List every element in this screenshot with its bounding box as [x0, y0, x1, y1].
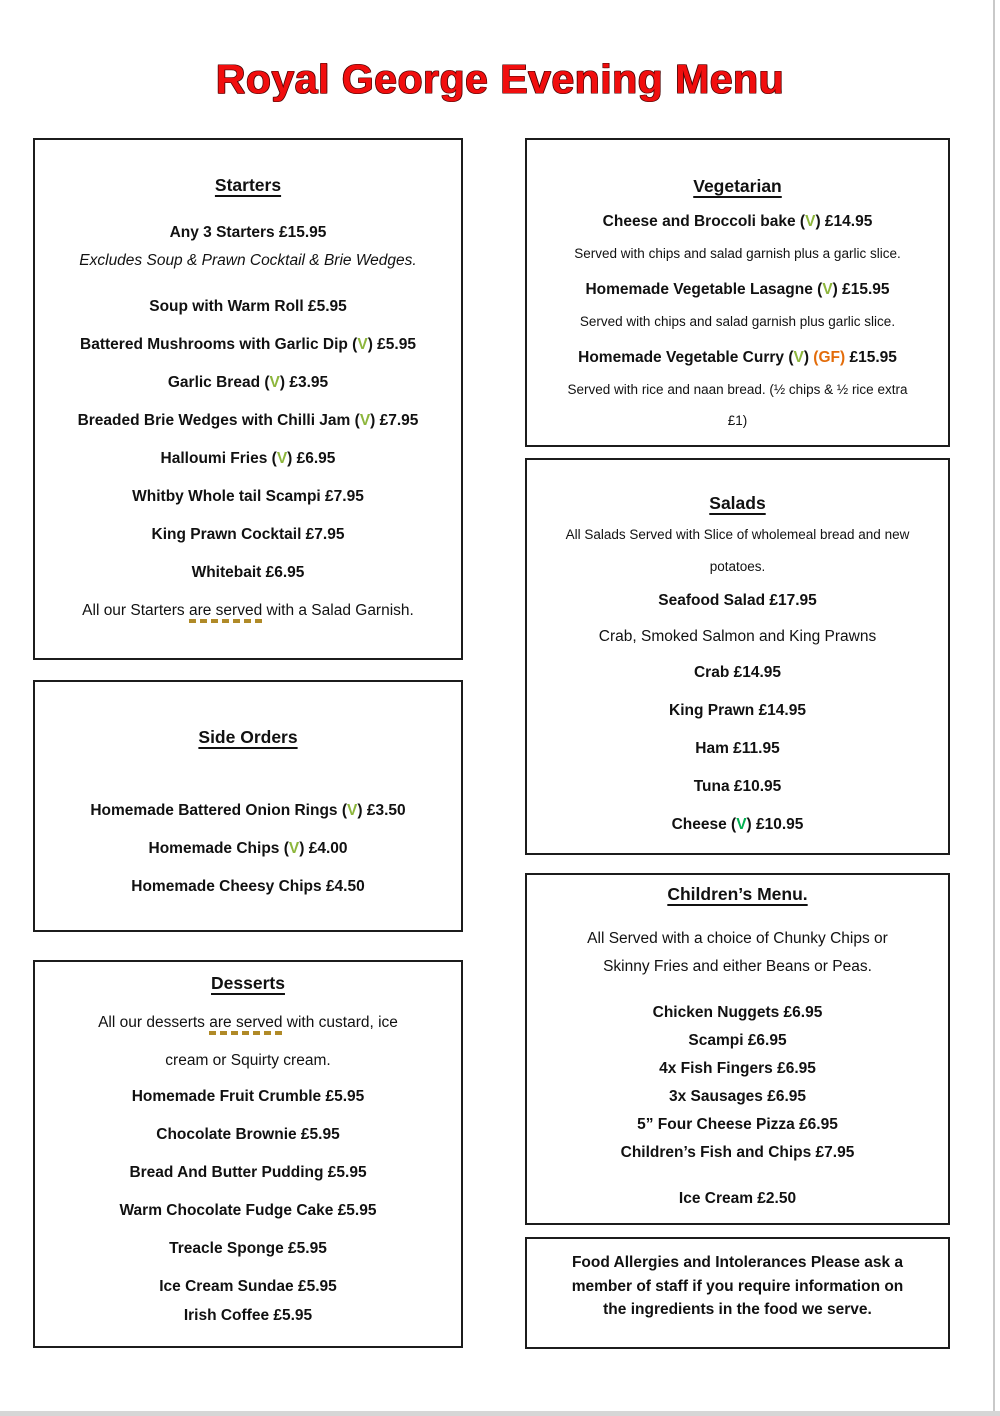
- menu-text: Breaded Brie Wedges with Chilli Jam (: [77, 412, 360, 429]
- menu-line: [533, 209, 942, 235]
- menu-line: [41, 798, 455, 824]
- menu-line: [533, 345, 942, 371]
- menu-line: [533, 698, 942, 724]
- menu-line: [533, 1139, 942, 1167]
- dashed-underline-text: are served: [189, 602, 262, 623]
- menu-line: [41, 370, 455, 396]
- diet-marker: (GF): [813, 349, 846, 366]
- menu-text: ): [803, 349, 814, 366]
- menu-text: ) £4.00: [299, 840, 348, 857]
- page-title: Royal George Evening Menu: [215, 56, 785, 102]
- menu-text: Ice Cream Sundae £5.95: [159, 1278, 337, 1295]
- menu-text: Ice Cream £2.50: [678, 1190, 797, 1207]
- menu-text: Homemade Vegetable Curry (: [578, 349, 794, 366]
- menu-line: [533, 588, 942, 614]
- menu-text: ) £10.95: [746, 816, 804, 833]
- menu-line: [533, 999, 942, 1027]
- menu-line: [41, 1122, 455, 1148]
- page-bottom-edge: [0, 1411, 1000, 1416]
- menu-line: [41, 1160, 455, 1186]
- menu-text: Whitby Whole tail Scampi £7.95: [132, 488, 364, 505]
- menu-line: [533, 812, 942, 838]
- menu-text: £1): [727, 413, 748, 428]
- menu-line: [533, 379, 942, 401]
- menu-text: Excludes Soup & Prawn Cocktail & Brie Wedges.: [79, 252, 417, 269]
- desserts-box: [33, 960, 463, 1348]
- starters-box: [33, 138, 463, 660]
- menu-text: Treacle Sponge £5.95: [169, 1240, 327, 1257]
- menu-line: [533, 774, 942, 800]
- diet-marker: V: [793, 349, 804, 366]
- menu-text: the ingredients in the food we serve.: [603, 1301, 872, 1318]
- menu-line: [41, 220, 455, 246]
- menu-text: Tuna £10.95: [693, 778, 782, 795]
- menu-line: [533, 660, 942, 686]
- menu-line: [41, 484, 455, 510]
- menu-line: [533, 1083, 942, 1111]
- menu-text: King Prawn Cocktail £7.95: [151, 526, 345, 543]
- menu-text: All our Starters: [82, 602, 189, 619]
- menu-text: Battered Mushrooms with Garlic Dip (: [80, 336, 358, 353]
- menu-text: potatoes.: [709, 559, 766, 574]
- menu-line: [41, 1084, 455, 1110]
- menu-text: ) £7.95: [370, 412, 419, 429]
- menu-text: Crab, Smoked Salmon and King Prawns: [598, 628, 877, 645]
- diet-marker: V: [357, 336, 368, 353]
- menu-line: [41, 1010, 455, 1036]
- menu-line: [41, 408, 455, 434]
- menu-text: King Prawn £14.95: [669, 702, 806, 719]
- menu-text: Garlic Bread (: [167, 374, 270, 391]
- menu-text: Homemade Fruit Crumble £5.95: [131, 1088, 365, 1105]
- menu-text: Chocolate Brownie £5.95: [156, 1126, 340, 1143]
- menu-text: Homemade Vegetable Lasagne (: [585, 281, 823, 298]
- menu-line: [533, 524, 942, 546]
- menu-text: with custard, ice: [282, 1014, 398, 1031]
- menu-line: [41, 294, 455, 320]
- menu-text: ) £14.95: [815, 213, 873, 230]
- diet-marker: V: [359, 412, 371, 429]
- menu-line: [41, 874, 455, 900]
- menu-text: All Salads Served with Slice of wholemeal bread and new: [565, 527, 910, 542]
- desserts-heading: Desserts: [211, 973, 285, 993]
- menu-text: 3x Sausages £6.95: [668, 1088, 807, 1105]
- menu-line: [533, 736, 942, 762]
- menu-line: [41, 560, 455, 586]
- menu-line: [41, 1048, 455, 1074]
- menu-text: Warm Chocolate Fudge Cake £5.95: [119, 1202, 377, 1219]
- menu-text: Served with chips and salad garnish plus garlic slice.: [579, 314, 896, 329]
- childrens-menu-box: [525, 873, 950, 1225]
- menu-text: Scampi £6.95: [688, 1032, 787, 1049]
- menu-text: ) £6.95: [287, 450, 336, 467]
- menu-text: All our desserts: [98, 1014, 210, 1031]
- menu-line: [533, 1185, 942, 1213]
- menu-text: Homemade Cheesy Chips £4.50: [131, 878, 365, 895]
- menu-text: Cheese (: [671, 816, 737, 833]
- menu-text: Homemade Battered Onion Rings (: [90, 802, 348, 819]
- menu-text: Bread And Butter Pudding £5.95: [129, 1164, 367, 1181]
- menu-text: Whitebait £6.95: [191, 564, 305, 581]
- menu-line: [533, 1275, 942, 1299]
- menu-line: [533, 1027, 942, 1055]
- menu-text: Children’s Fish and Chips £7.95: [620, 1144, 855, 1161]
- menu-text: ) £15.95: [832, 281, 890, 298]
- menu-text: Crab £14.95: [693, 664, 782, 681]
- menu-text: ) £5.95: [367, 336, 416, 353]
- menu-line: [41, 332, 455, 358]
- vegetarian-box: [525, 138, 950, 447]
- menu-text: All Served with a choice of Chunky Chips or: [587, 930, 888, 947]
- menu-text: 4x Fish Fingers £6.95: [659, 1060, 816, 1077]
- menu-line: [533, 410, 942, 432]
- menu-text: Served with rice and naan bread. (½ chips & ½ rice extra: [567, 382, 908, 397]
- menu-text: Ham £11.95: [695, 740, 780, 757]
- menu-line: [533, 953, 942, 981]
- menu-line: [533, 1251, 942, 1275]
- menu-text: Seafood Salad £17.95: [658, 592, 817, 609]
- salads-box: [525, 458, 950, 855]
- menu-text: £15.95: [845, 349, 897, 366]
- page-right-edge: [993, 0, 995, 1416]
- allergies-notice-box: [525, 1237, 950, 1349]
- menu-text: Halloumi Fries (: [160, 450, 277, 467]
- menu-text: Homemade Chips (: [148, 840, 289, 857]
- diet-marker: V: [347, 802, 358, 819]
- salads-heading: Salads: [709, 493, 766, 513]
- menu-text: Any 3 Starters £15.95: [169, 224, 327, 241]
- childrens-heading: Children’s Menu.: [667, 884, 808, 904]
- menu-line: [533, 1298, 942, 1322]
- menu-line: [41, 1274, 455, 1300]
- menu-line: [41, 248, 455, 274]
- side_orders-heading: Side Orders: [198, 727, 298, 747]
- menu-text: ) £3.50: [357, 802, 406, 819]
- diet-marker: V: [736, 816, 747, 833]
- menu-line: [41, 446, 455, 472]
- menu-line: [41, 598, 455, 624]
- menu-line: [533, 624, 942, 650]
- menu-line: [533, 277, 942, 303]
- menu-line: [533, 1055, 942, 1083]
- menu-text: Soup with Warm Roll £5.95: [149, 298, 347, 315]
- menu-text: cream or Squirty cream.: [165, 1052, 331, 1069]
- menu-line: [533, 311, 942, 333]
- diet-marker: V: [805, 213, 816, 230]
- menu-text: member of staff if you require information on: [571, 1277, 904, 1295]
- menu-text: Chicken Nuggets £6.95: [652, 1004, 823, 1021]
- menu-line: [533, 1111, 942, 1139]
- menu-line: [41, 836, 455, 862]
- menu-line: [533, 556, 942, 578]
- dashed-underline-text: are served: [209, 1014, 282, 1035]
- side-orders-box: [33, 680, 463, 932]
- menu-text: Cheese and Broccoli bake (: [602, 213, 806, 230]
- starters-heading: Starters: [214, 175, 282, 195]
- menu-text: Irish Coffee £5.95: [183, 1307, 313, 1324]
- menu-line: [41, 1303, 455, 1329]
- menu-text: 5” Four Cheese Pizza £6.95: [637, 1116, 838, 1133]
- menu-text: Served with chips and salad garnish plus a garlic slice.: [574, 246, 901, 261]
- menu-line: [41, 522, 455, 548]
- diet-marker: V: [822, 281, 833, 298]
- menu-line: [41, 1236, 455, 1262]
- diet-marker: V: [288, 840, 300, 857]
- menu-line: [533, 243, 942, 265]
- menu-text: Skinny Fries and either Beans or Peas.: [603, 958, 872, 975]
- vegetarian-heading: Vegetarian: [693, 176, 782, 196]
- menu-line: [533, 925, 942, 953]
- menu-text: ) £3.95: [279, 374, 329, 391]
- diet-marker: V: [276, 450, 288, 467]
- menu-line: [41, 1198, 455, 1224]
- menu-text: Food Allergies and Intolerances Please ask a: [571, 1254, 904, 1271]
- menu-text: with a Salad Garnish.: [262, 602, 414, 619]
- diet-marker: V: [269, 374, 280, 391]
